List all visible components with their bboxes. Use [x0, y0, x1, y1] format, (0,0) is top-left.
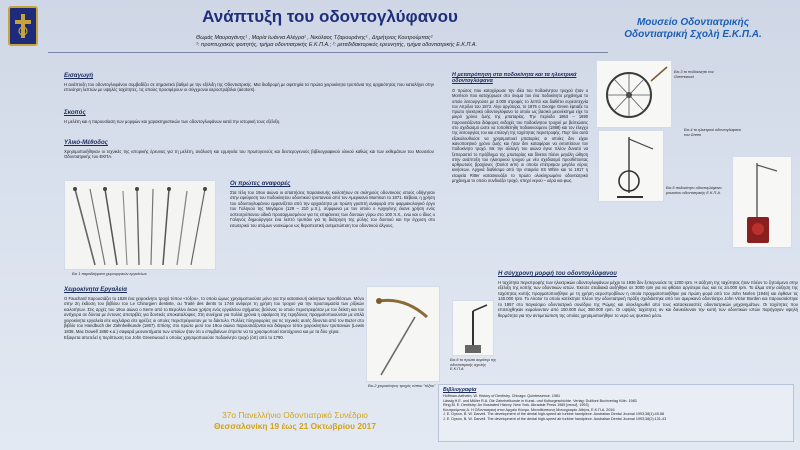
- modern-heading: Η σύγχρονη μορφή του οδοντογλύφανου: [498, 270, 617, 277]
- figure-6-first-airotor: [452, 300, 494, 356]
- first-references-text: Στα τέλη του 19ου αιώνα οι απαιτήσεις παρασκευής κοιλοτήτων σε σκληρούς οδοντικούς ιστούς οδήγησαν στην εφεύρεση του ποδοκίνητου οδοντικού τρυπανιού από τον Αμερικανό Morrison το 1871. Βέβαια, η χρήση του οδοντογλυφάνου εμφανίζεται από την αρχαιότητα με πρώτη γραπτή αναφορά στο φαρμακολογικό έργο του Γαληνού της Μεγάμου (129 – 210 μ.Χ.), σύμφωνα με τον οποίο ο Αρχιγένης έκανε χρήση ενός οστεοτρύπανου οδικά προσαρμοσμένου για τις επιφάνειες των δοντιών γύρω στο 100 π.Χ., ενώ και ο ίδιος ο Γαληνός δημιούργησε ένα λεπτό τρυπάνι για τη διάτρηση της μύλης του δοντιού και την έγχυση στο εσωτερικό του ατόμων νοσκώμου ως θεραπευτική αντιμετώπιση του οδοντικού άλγους.: [230, 190, 435, 228]
- electric-heading: Η μετατρόπηση στα ποδοκίνητα και τα ηλεκτρικά οδοντογλύφανα: [452, 72, 577, 84]
- figure-2-bow-drill: [366, 286, 440, 382]
- modern-section: [498, 270, 798, 318]
- affiliations: ¹: προπτυχιακός φοιτητής, τμήμα οδοντιατρικής Ε.Κ.Π.Α.; ²: μεταδιδακτορικός ερευνητής, τμήμα οδοντιατρικής Ε.Κ.Π.Α.: [196, 42, 477, 48]
- surgical-tools-image: [65, 181, 216, 270]
- figure-4-green-electric: [732, 156, 792, 248]
- crest-icon: [12, 11, 34, 41]
- bibliography-ref: Κουτρούμπας Δ. Η Οδοντιατρική στον Αρχαίο Κόσμο. Μονοθέσπιονη Μονογραφία. Αθήνα, Ε.Κ.Π.Α. 2016: [443, 407, 615, 412]
- hand-tools-heading: Χειροκίνητα Εργαλεία: [64, 286, 127, 293]
- conference-line-2: Θεσσαλονίκη 19 έως 21 Οκτωβρίου 2017: [213, 421, 376, 431]
- conference-line-1: 37ο Πανελλήνιο Οδοντιατρικό Συνέδριο: [222, 410, 368, 420]
- hand-tools-text-2: Εξαιρετα αποτελεί η περίπτωση του John Greenwood ο οποίος χρησιμοποιούσε ποδοκίνητο τροχό (όπ) από το 1790.: [64, 335, 284, 341]
- method-heading: Υλικό-Μέθοδος: [64, 139, 108, 146]
- hand-tools-section: [64, 286, 364, 341]
- aim-section: [64, 109, 434, 124]
- bibliography-heading: Βιβλιογραφία: [443, 387, 477, 393]
- figure-4-caption: Εικ.4 το ηλεκτρικό οδοντογλύφανο του Green: [684, 128, 742, 137]
- figure-3-caption: Εικ.3 το ποδοκίνητο του Greenwood: [674, 70, 714, 79]
- museum-line-1: Μουσείο Οδοντιατρικής: [636, 17, 750, 28]
- figure-2-caption: Εικ.2 χειροκίνητος τροχός τύπου "τόξου": [368, 384, 436, 388]
- method-text: Χρησιμοποιήθηκαν οι τεχνικές της ιστορικής έρευνας για τη μελέτη, ανάλυση και ερμηνεία του πρωτογενούς και δευτερογενούς βιβλιογραφικού υλικού καθώς και των εκθεμάτων του Μουσείου Οδοντιατρικής του ΕΚΠΑ.: [64, 149, 434, 160]
- greenwood-wheel-image: [597, 61, 672, 128]
- intro-text: Η ανάπτυξη του οδοντογλυφάνου συμβαδίζει σε σημαντικό βαθμό με την εξέλιξη της Οδοντιατρικής. Μια διαδρομή με αφετηρία τα πρώτα χειροκίνητα τρυπάνια της αρχαιότητας που καταλήγει στην επινόηση λεπτών με υψηλές ταχύτητες, τις οποίες προσφέρουν οι σύγχρονοι αεροστρόβιλοι (airotors).: [64, 82, 434, 93]
- figure-5-museum-foot-drill: [598, 130, 664, 202]
- bow-drill-image: [367, 287, 440, 382]
- authors: Θωμάς Μαυραγάνης¹ , Μαρία Ιωάννα Αλέγρα¹ , Νικόλαος Τζαμουράνης¹ , Δημήτριος Κουτρούμπας²: [196, 35, 433, 41]
- bibliography-box: [438, 384, 794, 442]
- electric-section: [452, 72, 588, 183]
- intro-section: [64, 72, 434, 93]
- university-crest-logo: [8, 6, 38, 46]
- conference-info: [180, 410, 410, 432]
- method-section: [64, 139, 434, 160]
- bibliography-ref: Hoffman-Axthelm, W. History of Dentistry. Chicago: Quintessence. 1981: [443, 394, 561, 398]
- aim-heading: Σκοπός: [64, 109, 86, 116]
- first-references-heading: Οι πρώτες αναφορές: [230, 180, 291, 187]
- hand-tools-text: Ο Fauchard παρουσιάζει το 1828 ένα χειροκίνητο τροχό τύπου «τόξου», το οποίο ώμως χρησιμοποιούσε μόνο για την κατασκευή ακίνητων προσθέσεων. Μόνο στην 2η έκδοση του βιβλίου του Le Chirurgien dentiste, ou Traité des dents το 1746 ανέφερε τη χρήση του τροχού για την προετοιμασία των ρίζικών κοιλοτήτων. Στις αρχές του 19ου αιώνα ο Serre από το Βερολίνο έκανε χρήση ενός εργαλείου σχήματος βελόνας το οποίο περιστρεφόταν με τον δείκτη και τον αντίχειρα σε δόντια με έντονες αποτριβές για δοντικές αποκαταλύψεις. Στη συνέχεια για πολλά χρόνια η αφαίρεση της τερηδόνας πραγματοποιούνταν με απλά χειροκίνητα εργαλεία είτε κοχλιάρια είτε φρέζες οι οποίες περιστρέφονταν με το δάκτυλο. Πολλές πληροφορίες για τις τεχνικές αυτές δίνονται από τον Buzer στο βιβλίο του Handbuch der Zahnheilkunde (1867). Επίσης στο πρώτο μισό του 19ου αιώνα παρουσιάζονται και διάφοροι τύποι χειροκίνητων τρυπανιών (Lewis 1838, Mac Dowell 1850 κ.α.) σαφαρά μεονεκτήματα των οποίων ήταν ότι ο επιμβαίνων έπρεπε να τα χρησιμοποιεί ταυτόχρονα και με τα δύο χέρια.: [64, 296, 364, 334]
- museum-foot-drill-image: [599, 131, 664, 202]
- figure-1-caption: Εικ 1 παραδείγματα χειρουργικών εργαλείων: [72, 272, 147, 276]
- electric-text: Ο πρώτος που κατοχύρωσε την ιδέα του ποδοκίνητου τροχού ήταν ο Morrison που κατοχύρωσε στο όνομα του ένα ποδοκίνητο μηχάνημα το οποίο λειτουργούσε με 3.000 στροφές το λεπτό και διαθέτει ευρεσιτεχνία τον Απρίλιο του 1872. Λίγο αργότερα, το 1875 ο George Green έφτιαξε το πρώτο ηλεκτρικό οδοντογλύφανο το οποίο ως βασικό μειονέκτημα είχε το μικρό χρόνο ζωής της μπαταρίας. Την περίοδο 1863 – 1890 παρουσιάζονται διάφορες εκδοχές του ποδοκίνητου τροχού με βελτιώσεις στο σχεδιασμό ώστε να τοποθετηθη ποδοκινούμενο (1888) και τον έλεγχο της λειτουργίας του και επιλογή της ταχύτητας περιστροφής. Παρ' όλο αυτά εξακολουθούσε να χρησιμοποιεί μπαταρίες οι οποίες δεν είχαν ικανοποιητικό χρόνο ζωής και ήταν δεν καταφέραν να εκτοπίσουν τον ποδοκίνητο τροχό. Με την αλλαγή του αιώνα έγινε πλέον δυνατό να ξεπεραστεί το πρόβλημα της μπαταρίας και δίνεται πλέον μεγάλη ώθηση στην ανάπτυξη του ηλεκτρικού τροχού με νέο σχεδιασμό προσθέτοντας αρθρωτούς βραχίονες (Doriot arm) οι οποίοι επέτρεψαν μεγάλο εύρος κινήσεων. Αρχικά διαθέσιμο από την εταιρεία SS White και το 1917 η εταιρεία Ritter κατασκευάζει το πρώτο ολοκληρωμένο οδοντιατρικό μηχάνημα το οποίο συνδυάζει τροχό, σπηρί νερού – αέρα και φως.: [452, 88, 588, 184]
- first-references-section: [230, 180, 435, 228]
- poster-title: Ανάπτυξη του οδοντογλύφανου: [202, 7, 458, 26]
- green-electric-drill-image: [733, 157, 792, 248]
- museum-line-2: Οδοντιατρική Σχολή Ε.Κ.Π.Α.: [624, 29, 762, 40]
- figure-6-caption: Εικ.6 το πρώτο αερότορ της οδοντιατρικής σχολής Ε.Κ.Π.Α: [450, 358, 497, 372]
- bibliography-ref: J. E. Dyson, B. W. Darvell. The development of the dental high-speed air turbine handpiece. Australian Dental Journal 1993;38(2):131-43: [443, 416, 667, 421]
- bibliography-ref: Lässig H.E. und Müller R.A. Die Zahnheilkunde in Kunst- und Kulturgeschichte. Verlag: DuMont Buchverlag Köln. 1983: [443, 398, 637, 403]
- header-divider: [48, 52, 608, 53]
- bibliography-ref: J. E. Dyson, B. W. Darvell. The development of the dental high-speed air turbine handpiece. Australian Dental Journal 1993;38(1):49-58: [443, 412, 665, 416]
- intro-heading: Εισαγωγή: [64, 72, 94, 79]
- figure-5-caption: Εικ.5 ποδοκίνητο οδοντογλύφανο μουσείου οδοντιατρικής Ε.Κ.Π.Α.: [666, 186, 722, 195]
- modern-text: Η ταχύτητα περιστροφής των ηλεκτρικών οδοντογλυφάνων μέχρι το 1936 δεν ξεπερνούσε τις 1200 rpm. Η αύξηση της ταχύτητας ήταν πλέον το ζητούμενο στην εξέλιξη της κοπής των οδοντικών ιστών. Έκτοτε σταδιακά αυξήθηκε σε 3000 rpm για να φθάσει αργότερα έως και τις 24.000 rpm. Το άλμα στην αύξηση της ταχύτητας κοπής πραγματοποιήθηκε με τη χρήση αεροστροβίλων η οποία πραγματοποιήθηκε για πρώτη φορά από τον John Norlen (1946) και έφθανε τις 140.000 rpm. To Airotor το οποίο κατέκτησε πλέον την οδοντιατρική πράξη σχεδιάστηκε από τον αμερικανό οδοντίατρο John Victor Borden και παρουσιάστηκε το 1957 στο παγκόσμιο οδοντιατρικό συνέδριο της Ρώμης και ολοκληρωθεί από τους κατασκευαστές οδοντιατρικών μηχανημάτων. Οι ταχύτητες που επιτεύχθηκαν κυμαίνονταν από 150.000 έως 350.000 rpm. Οι υψηλές ταχύτητες αν και διευκόλυναν την κοπή των οδοντικών ιστών παρήγαγαν υψηλή θερμότητα για την αντιμετώπιση της οποίας χρησιμοποιήθηκε το νερό ως ψυκτικό μέσο.: [498, 280, 798, 318]
- airotor-image: [453, 301, 494, 356]
- figure-1-surgical-tools: [64, 180, 216, 270]
- aim-text: Η μελέτη και η παρουσίαση των μορφών και χαρακτηριστικών των οδοντογλυφάνων κατά την ιστορική τους εξέλιξη.: [64, 119, 281, 124]
- figure-3-greenwood: [596, 60, 672, 128]
- museum-name: [588, 17, 798, 41]
- bibliography-ref: Ring M. E. Dentistry: An Illustrated History. New York. Abradale Press 1985 [επαυξ. 1993]: [443, 403, 589, 407]
